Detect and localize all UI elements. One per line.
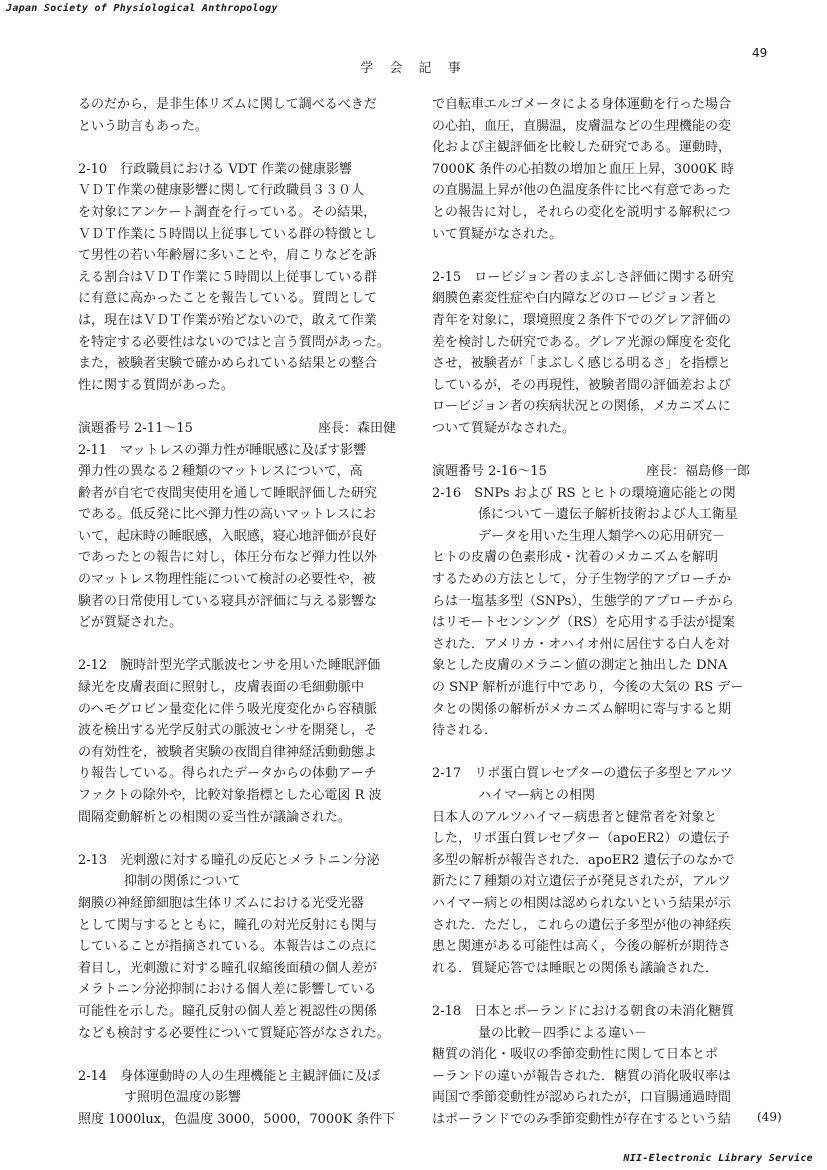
text-line: り報告している。得られたデータからの体動アーチ <box>78 766 377 782</box>
text-line: に有意に高かったことを報告している。質問として <box>78 291 378 307</box>
session-number: 演題番号 2-16～15 <box>432 464 547 480</box>
text-line: 患と関連がある可能性は高く，今後の解析が期待さ <box>432 939 731 955</box>
text-line: 性に関する質問があった。 <box>78 377 234 393</box>
section-title: 学 会 記 事 <box>360 61 467 76</box>
text-line: はリモートセンシング（RS）を応用する手法が提案 <box>432 615 735 631</box>
abstract-title-2-16: 2-16 SNPs および RS とヒトの環境適応能との関 <box>432 485 736 501</box>
page-number: 49 <box>752 46 768 60</box>
text-line: 待される． <box>432 723 498 739</box>
text-line: 日本人のアルツハイマー病患者と健常者を対象と <box>432 809 718 825</box>
text-line: 波を検出する光学反射式の脈波センサを開発し，そ <box>78 723 378 739</box>
abstract-title-cont: ハイマー病との相関 <box>478 788 596 803</box>
right-column <box>432 94 762 1131</box>
text-line: える割合はＶＤＴ作業に５時間以上従事している群 <box>78 269 378 285</box>
society-header: Japan Society of Physiological Anthropology <box>6 3 278 14</box>
text-line: の直腸温上昇が他の色温度条件に比べ有意であった <box>432 183 731 199</box>
text-line: て男性の若い年齢層に多いことや，肩こりなどを訴 <box>78 248 377 264</box>
abstract-title-2-18: 2-18 日本とポーランドにおける朝食の未消化糖質 <box>432 1003 735 1019</box>
library-service-footer: NII-Electronic Library Service <box>623 1153 813 1164</box>
text-line: 可能性を示した。瞳孔反射の個人差と視認性の関係 <box>78 1003 378 1019</box>
abstract-title-2-10: 2-10 行政職員における VDT 作業の健康影響 <box>78 161 352 177</box>
abstract-title-cont: す照明色温度の影響 <box>124 1090 242 1106</box>
session-header-a <box>78 418 408 440</box>
abstract-title-2-13: 2-13 光刺激に対する瞳孔の反応とメラトニン分泌 <box>78 852 380 868</box>
text-line: 差を検討した研究である。グレア光源の輝度を変化 <box>432 334 732 350</box>
text-line: の心拍，血圧，直腸温，皮膚温などの生理機能の変 <box>432 118 732 134</box>
text-line: した，リポ蛋白質レセプター（apoER2）の遺伝子 <box>432 831 730 847</box>
text-line: である。低反発に比べ弾力性の高いマットレスにお <box>78 507 377 523</box>
text-line: との報告に対し，それらの変化を説明する解釈につ <box>432 204 731 220</box>
text-line: ヒトの皮膚の色素形成・沈着のメカニズムを解明 <box>432 550 719 566</box>
session-chair: 座長：福島修一郎 <box>645 464 750 480</box>
text-line: ハイマー病との相関は認められないという結果が示 <box>432 895 732 911</box>
text-line: メラトニン分泌抑制における個人差に影響している <box>78 982 377 998</box>
text-line: ついて質疑がなされた。 <box>432 420 576 436</box>
abstract-title-2-17: 2-17 リポ蛋白質レセプターの遺伝子多型とアルツ <box>432 766 733 782</box>
text-line: された．ただし，これらの遺伝子多型が他の神経疾 <box>432 917 732 933</box>
text-line: はポーランドでのみ季節変動性が存在するという結 <box>432 1111 732 1127</box>
abstract-title-cont: データを用いた生理人類学への応用研究－ <box>478 528 726 544</box>
text-line: を特定する必要性はないのではと言う質問があった。 <box>78 334 390 350</box>
text-line: 着目し，光刺激に対する瞳孔収縮後面積の個人差が <box>78 960 378 976</box>
text-line: ファクトの除外や，比較対象指標とした心電図 R 波 <box>78 788 382 803</box>
text-line: 網膜色素変性症や白内障などのロービジョン者と <box>432 291 718 307</box>
text-line: なども検討する必要性について質疑応答がなされた。 <box>78 1025 390 1041</box>
text-line: していることが指摘されている。本報告はこの点に <box>78 939 378 955</box>
text-line: ーランドの違いが報告された．糖質の消化吸収率は <box>432 1068 732 1084</box>
text-line: どが質疑された。 <box>78 615 183 631</box>
text-line: しているが，その再現性，被験者間の評価差および <box>432 377 732 393</box>
abstract-title-cont: 抑制の関係について <box>124 874 241 890</box>
text-line: るのだから，是非生体リズムに関して調べるべきだ <box>78 97 377 112</box>
text-line: という助言もあった。 <box>78 118 208 134</box>
text-line: 弾力性の異なる２種類のマットレスについて，高 <box>78 464 363 480</box>
abstract-title-cont: 量の比較－四季による違い－ <box>478 1025 648 1041</box>
text-line: の SNP 解析が進行中であり，今後の大気の RS デー <box>432 680 744 696</box>
text-line: 間隔変動解析との相関の妥当性が議論された。 <box>78 809 352 825</box>
text-line: のマットレス物理性能について検討の必要性や，被 <box>78 572 376 588</box>
text-line: ロービジョン者の疾病状況との関係，メカニズムに <box>432 399 731 415</box>
abstract-title-cont: 係について－遺伝子解析技術および人工衛星 <box>478 507 738 523</box>
session-number: 演題番号 2-11～15 <box>78 420 193 436</box>
text-line: の有効性を，被験者実験の夜間自律神経活動動態よ <box>78 744 378 760</box>
text-line: 7000K 条件の心拍数の増加と血圧上昇，3000K 時 <box>432 161 734 177</box>
text-line: は，現在はＶＤＴ作業が殆どないので，敢えて作業 <box>78 312 377 328</box>
text-line: タとの関係の解析がメカニズム解明に寄与すると期 <box>432 701 732 717</box>
abstract-title-2-15: 2-15 ロービジョン者のまぶしさ評価に関する研究 <box>432 269 734 285</box>
abstract-title-2-14: 2-14 身体運動時の人の生理機能と主観評価に及ぼ <box>78 1068 381 1084</box>
text-line: 網膜の神経節細胞は生体リズムにおける光受光器 <box>78 895 364 911</box>
text-line: いて質疑がなされた。 <box>432 226 563 242</box>
text-line: 多型の解析が報告された．apoER2 遺伝子のなかで <box>432 852 735 868</box>
abstract-title-2-12: 2-12 腕時計型光学式脈波センサを用いた睡眠評価 <box>78 658 381 674</box>
text-line: を対象にアンケート調査を行っている。その結果， <box>78 204 377 220</box>
text-line: 両国で季節変動性が認められたが，口盲腸通過時間 <box>432 1090 732 1106</box>
text-line: 験者の日常使用している寝具が評価に与える影響な <box>78 593 378 609</box>
text-line: れる．質疑応答では睡眠との関係も議論された． <box>432 960 719 976</box>
text-line: ＶＤＴ作業の健康影響に関して行政職員３３０人 <box>78 183 365 199</box>
text-line: 新たに７種類の対立遺伝子が発見されたが，アルツ <box>432 874 731 890</box>
text-line: 化および主観評価を比較した研究である。運動時， <box>432 140 732 156</box>
text-line: ＶＤＴ作業に５時間以上従事している群の特徴とし <box>78 226 378 242</box>
text-line: また，被験者実験で確かめられている結果との整合 <box>78 356 378 372</box>
text-line: であったとの報告に対し，体圧分布など弾力性以外 <box>78 550 377 566</box>
text-line: 象とした皮膚のメラニン値の測定と抽出した DNA <box>432 658 728 674</box>
text-line: 照度 1000lux，色温度 3000，5000，7000K 条件下 <box>78 1111 396 1127</box>
abstract-title-2-11: 2-11 マットレスの弾力性が睡眠感に及ぼす影響 <box>78 442 367 458</box>
text-line: らは一塩基多型（SNPs），生態学的アプローチから <box>432 593 734 609</box>
text-line: のヘモグロビン量変化に伴う吸光度変化から容積脈 <box>78 701 378 717</box>
page-label-bottom: (49) <box>757 1110 782 1124</box>
text-line: させ，被験者が「まぶしく感じる明るさ」を指標と <box>432 356 731 372</box>
text-line: 青年を対象に，環境照度２条件下でのグレア評価の <box>432 312 732 328</box>
text-line: 糖質の消化・吸収の季節変動性に関して日本とポ <box>432 1047 719 1063</box>
text-line: するための方法として，分子生物学的アプローチか <box>432 572 731 588</box>
text-line: いて，起床時の睡眠感，入眠感，寝心地評価が良好 <box>78 528 377 544</box>
text-line: 齢者が自宅で夜間実使用を通して睡眠評価した研究 <box>78 485 378 501</box>
text-line: された．アメリカ・オハイオ州に居住する白人を対 <box>432 636 730 652</box>
left-column <box>78 94 408 1131</box>
session-header-b <box>432 461 762 483</box>
text-line: 緑光を皮膚表面に照射し，皮膚表面の毛細動脈中 <box>78 680 365 696</box>
text-line: として関与するとともに，瞳孔の対光反射にも関与 <box>78 917 378 933</box>
text-line: で自転車エルゴメータによる身体運動を行った場合 <box>432 97 732 112</box>
session-chair: 座長：森田健 <box>317 420 396 436</box>
